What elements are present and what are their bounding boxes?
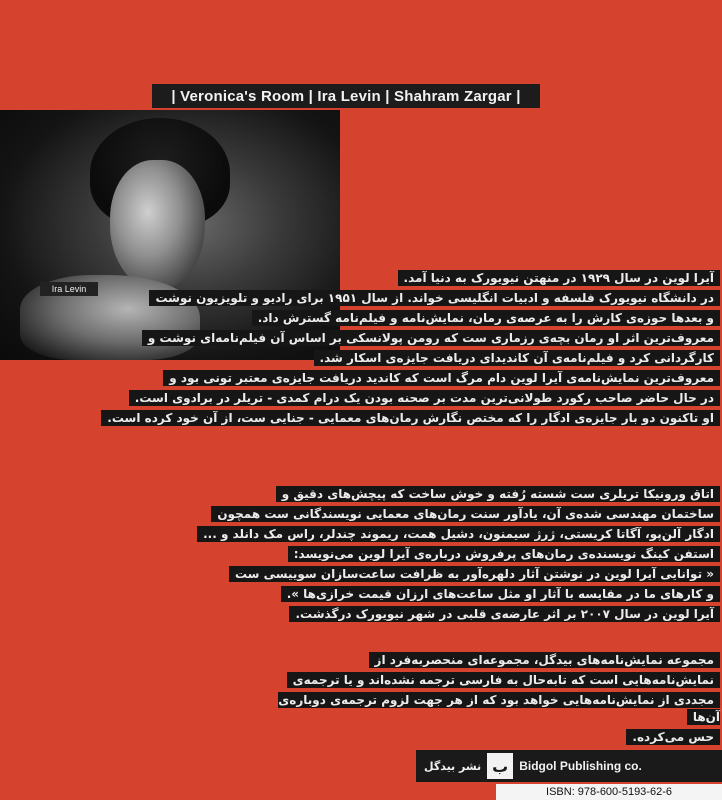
book-title-line: | Veronica's Room | Ira Levin | Shahram Zargar | (171, 87, 521, 105)
description-line: ادگار آلن‌پو، آگاتا کریستی، ژرژ سیمنون، دشیل همت، ریموند چندلر، راس مک دانلد و ... (197, 526, 720, 542)
bio-line: کارگردانی کرد و فیلم‌نامه‌ی آن کاندیدای دریافت جایزه‌ی اسکار شد. (314, 350, 720, 366)
publisher-name-en: Bidgol Publishing co. (519, 759, 642, 773)
author-bio-paragraph (92, 270, 720, 430)
bio-line: در دانشگاه نیویورک فلسفه و ادبیات انگلیسی خواند. از سال ۱۹۵۱ برای رادیو و تلویزیون نوشت (149, 290, 720, 306)
bio-line: معروف‌ترین نمایش‌نامه‌ی آیرا لوین دام مرگ است که کاندید دریافت جایزه‌ی معتبر تونی بود و (163, 370, 720, 386)
series-line: مجموعه نمایش‌نامه‌های بیدگل، مجموعه‌ای منحصربه‌فرد از (369, 652, 720, 668)
bio-line: آیرا لوین در سال ۱۹۲۹ در منهتن نیویورک به دنیا آمد. (398, 270, 720, 286)
description-line: اتاق ورونیکا تریلری ست شسته رُفته و خوش ساخت که پیچش‌های دقیق و (276, 486, 720, 502)
description-line: آیرا لوین در سال ۲۰۰۷ بر اثر عارضه‌ی قلبی در شهر نیویورک درگذشت. (289, 606, 720, 622)
publisher-logo-bar (416, 750, 722, 782)
publisher-name-fa: نشر بیدگل (424, 759, 482, 773)
description-line: ساختمان مهندسی شده‌ی آن، یادآور سنت رمان‌های معمایی نویسندگانی ست همچون (211, 506, 720, 522)
series-line: مجددی از نمایش‌نامه‌هایی خواهد بود که از هر جهت لزوم ترجمه‌ی دوباره‌ی آن‌ها (278, 693, 720, 724)
description-line: « توانایی آیرا لوین در نوشتن آثار دلهره‌آور به ظرافت ساعت‌سازان سوییسی ست (229, 566, 720, 582)
publisher-logo-icon: ب (487, 753, 513, 779)
description-line: استفن کینگ نویسنده‌ی رمان‌های پرفروش درباره‌ی آیرا لوین می‌نویسد: (288, 546, 720, 562)
bio-line: در حال حاضر صاحب رکورد طولانی‌ترین مدت بر صحنه بودن یک درام کمدی - تریلر در برادوی است. (129, 390, 720, 406)
series-line: حس می‌کرده. (626, 729, 720, 745)
series-line: نمایش‌نامه‌هایی است که تابه‌حال به فارسی ترجمه نشده‌اند و یا ترجمه‌ی (287, 672, 720, 688)
bio-line: معروف‌ترین اثر او رمان بچه‌ی رزماری ست که رومن پولانسکی بر اساس آن فیلم‌نامه‌ای نوشت و (142, 330, 720, 346)
isbn-label: ISBN: 978-600-5193-62-6 (496, 784, 722, 800)
series-note-paragraph (262, 652, 720, 749)
bio-line: و بعدها حوزه‌ی کارش را به عرصه‌ی رمان، نمایش‌نامه و فیلم‌نامه گسترش داد. (252, 310, 720, 326)
title-bar (152, 84, 540, 108)
bio-line: او تاکنون دو بار جایزه‌ی ادگار را که مختص نگارش رمان‌های معمایی - جنایی ست، از آن خود کرده است. (101, 410, 720, 426)
photo-caption: Ira Levin (40, 282, 98, 296)
book-description-paragraph (90, 486, 720, 626)
description-line: و کارهای ما در مقایسه با آثار او مثل ساعت‌های ارزان قیمت خرازی‌ها ». (281, 586, 720, 602)
